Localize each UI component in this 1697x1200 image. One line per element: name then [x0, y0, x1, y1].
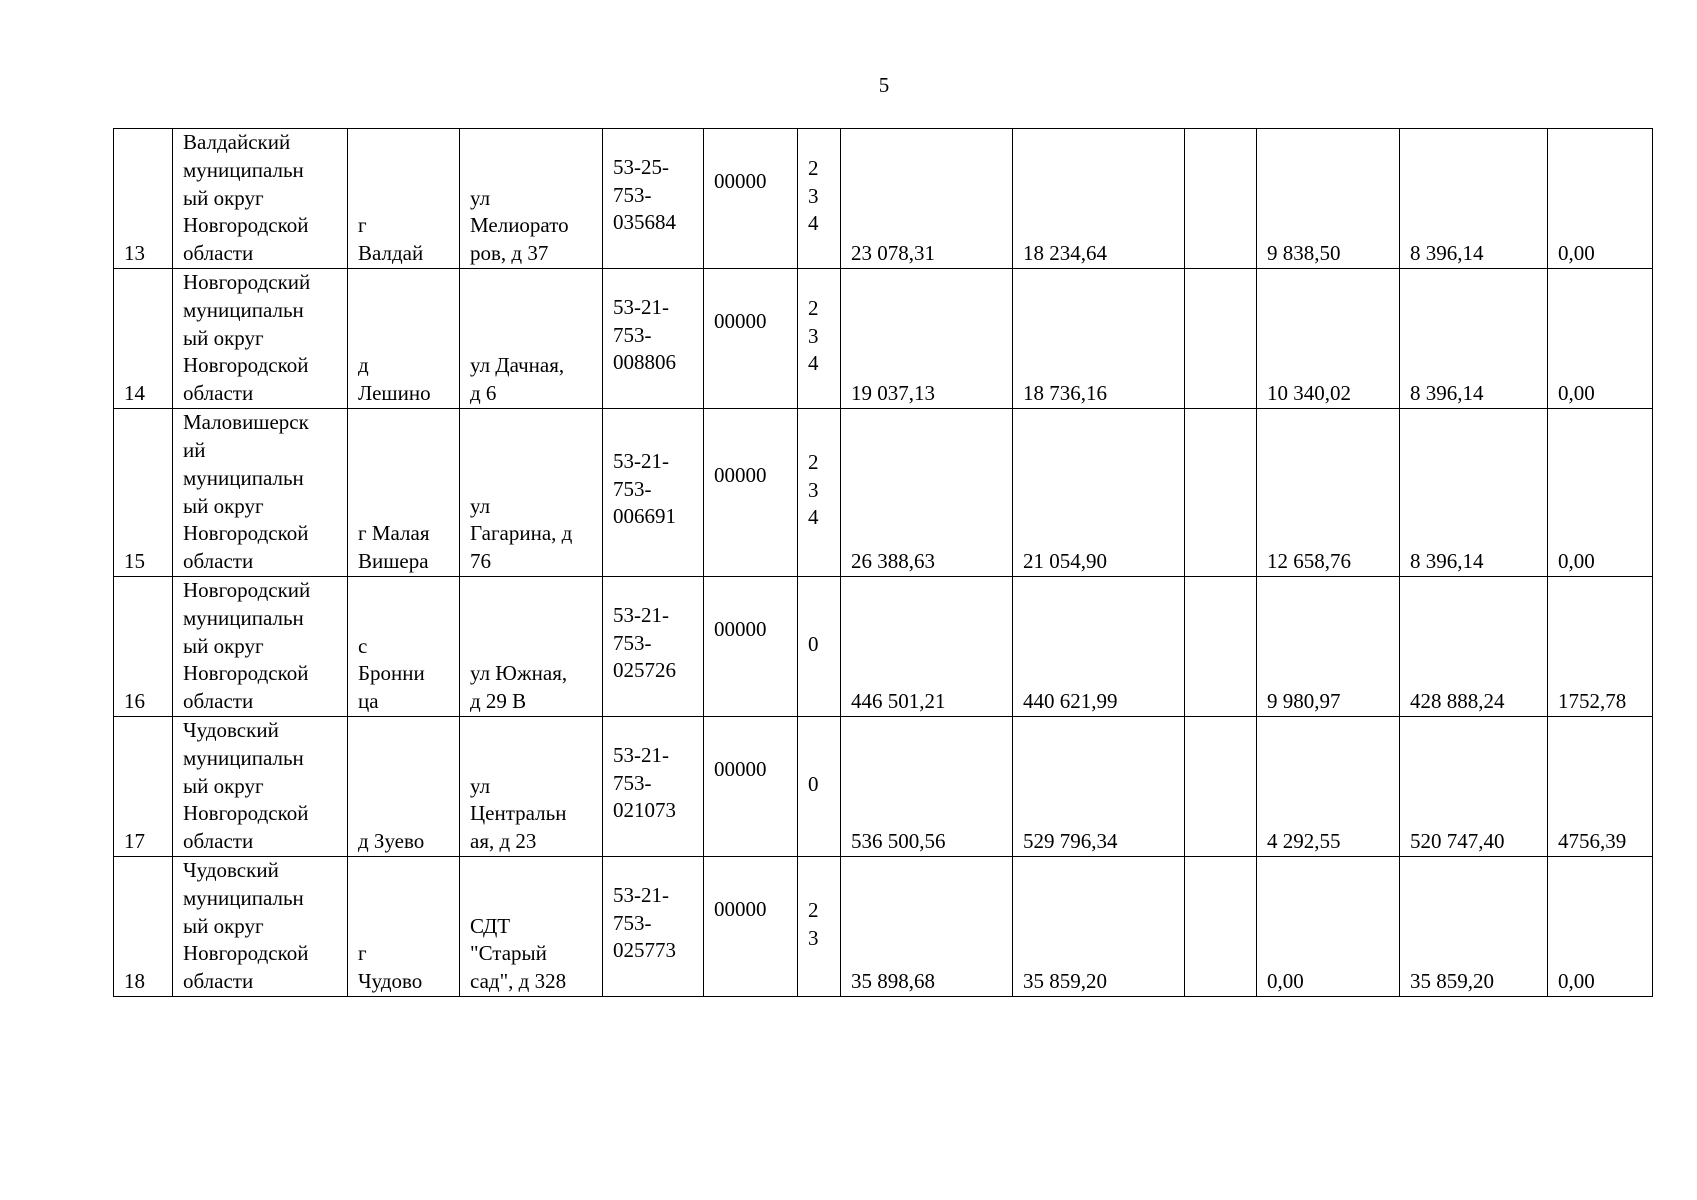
value-cell-5: 8 396,14 [1400, 409, 1548, 577]
digits-cell: 0 [798, 717, 841, 857]
code-cell: 53-21- 753- 025726 [603, 577, 704, 717]
value-cell-1: 26 388,63 [841, 409, 1013, 577]
value-cell-2: 35 859,20 [1013, 857, 1185, 997]
value-cell-5: 428 888,24 [1400, 577, 1548, 717]
value-cell-empty [1185, 717, 1257, 857]
value-cell-2: 21 054,90 [1013, 409, 1185, 577]
zero-code-cell: 00000 [704, 129, 798, 269]
value-cell-1: 23 078,31 [841, 129, 1013, 269]
value-cell-1: 19 037,13 [841, 269, 1013, 409]
table-body [114, 129, 1653, 997]
value-cell-empty [1185, 269, 1257, 409]
value-cell-empty [1185, 409, 1257, 577]
district-cell: Чудовский муниципальн ый округ Новгородской области [173, 857, 348, 997]
address-cell: ул Южная, д 29 В [460, 577, 603, 717]
locality-cell: г Чудово [348, 857, 460, 997]
address-cell: СДТ "Старый сад", д 328 [460, 857, 603, 997]
district-cell: Новгородский муниципальн ый округ Новгородской области [173, 577, 348, 717]
row-number-cell: 15 [114, 409, 173, 577]
value-cell-2: 18 234,64 [1013, 129, 1185, 269]
page-number: 5 [878, 73, 890, 97]
row-number-cell: 18 [114, 857, 173, 997]
district-cell: Валдайский муниципальн ый округ Новгородской области [173, 129, 348, 269]
code-cell: 53-21- 753- 021073 [603, 717, 704, 857]
digits-cell: 2 3 4 [798, 269, 841, 409]
zero-code-cell: 00000 [704, 409, 798, 577]
value-cell-2: 18 736,16 [1013, 269, 1185, 409]
district-cell: Новгородский муниципальн ый округ Новгородской области [173, 269, 348, 409]
value-cell-4: 0,00 [1257, 857, 1400, 997]
zero-code-cell: 00000 [704, 717, 798, 857]
table-row [114, 577, 1653, 717]
address-cell: ул Дачная, д 6 [460, 269, 603, 409]
value-cell-empty [1185, 577, 1257, 717]
value-cell-5: 8 396,14 [1400, 129, 1548, 269]
locality-cell: д Зуево [348, 717, 460, 857]
value-cell-6: 0,00 [1548, 857, 1653, 997]
address-cell: ул Гагарина, д 76 [460, 409, 603, 577]
digits-cell: 0 [798, 577, 841, 717]
table-row [114, 717, 1653, 857]
table-row [114, 857, 1653, 997]
value-cell-6: 0,00 [1548, 409, 1653, 577]
locality-cell: с Бронни ца [348, 577, 460, 717]
value-cell-6: 4756,39 [1548, 717, 1653, 857]
zero-code-cell: 00000 [704, 857, 798, 997]
value-cell-4: 10 340,02 [1257, 269, 1400, 409]
value-cell-6: 0,00 [1548, 269, 1653, 409]
value-cell-1: 446 501,21 [841, 577, 1013, 717]
digits-cell: 2 3 [798, 857, 841, 997]
row-number-cell: 14 [114, 269, 173, 409]
value-cell-4: 9 838,50 [1257, 129, 1400, 269]
value-cell-6: 1752,78 [1548, 577, 1653, 717]
value-cell-1: 536 500,56 [841, 717, 1013, 857]
value-cell-4: 4 292,55 [1257, 717, 1400, 857]
value-cell-2: 440 621,99 [1013, 577, 1185, 717]
address-cell: ул Центральн ая, д 23 [460, 717, 603, 857]
digits-cell: 2 3 4 [798, 129, 841, 269]
locality-cell: д Лешино [348, 269, 460, 409]
value-cell-empty [1185, 857, 1257, 997]
row-number-cell: 16 [114, 577, 173, 717]
zero-code-cell: 00000 [704, 577, 798, 717]
value-cell-5: 520 747,40 [1400, 717, 1548, 857]
code-cell: 53-25- 753- 035684 [603, 129, 704, 269]
code-cell: 53-21- 753- 006691 [603, 409, 704, 577]
table-row [114, 269, 1653, 409]
address-cell: ул Мелиорато ров, д 37 [460, 129, 603, 269]
table-row [114, 409, 1653, 577]
value-cell-5: 8 396,14 [1400, 269, 1548, 409]
district-cell: Чудовский муниципальн ый округ Новгородской области [173, 717, 348, 857]
value-cell-4: 9 980,97 [1257, 577, 1400, 717]
table-row [114, 129, 1653, 269]
value-cell-6: 0,00 [1548, 129, 1653, 269]
digits-cell: 2 3 4 [798, 409, 841, 577]
row-number-cell: 17 [114, 717, 173, 857]
code-cell: 53-21- 753- 008806 [603, 269, 704, 409]
district-cell: Маловишерск ий муниципальн ый округ Новгородской области [173, 409, 348, 577]
value-cell-empty [1185, 129, 1257, 269]
value-cell-2: 529 796,34 [1013, 717, 1185, 857]
data-table [113, 128, 1653, 997]
zero-code-cell: 00000 [704, 269, 798, 409]
locality-cell: г Валдай [348, 129, 460, 269]
locality-cell: г Малая Вишера [348, 409, 460, 577]
row-number-cell: 13 [114, 129, 173, 269]
value-cell-4: 12 658,76 [1257, 409, 1400, 577]
value-cell-5: 35 859,20 [1400, 857, 1548, 997]
value-cell-1: 35 898,68 [841, 857, 1013, 997]
code-cell: 53-21- 753- 025773 [603, 857, 704, 997]
